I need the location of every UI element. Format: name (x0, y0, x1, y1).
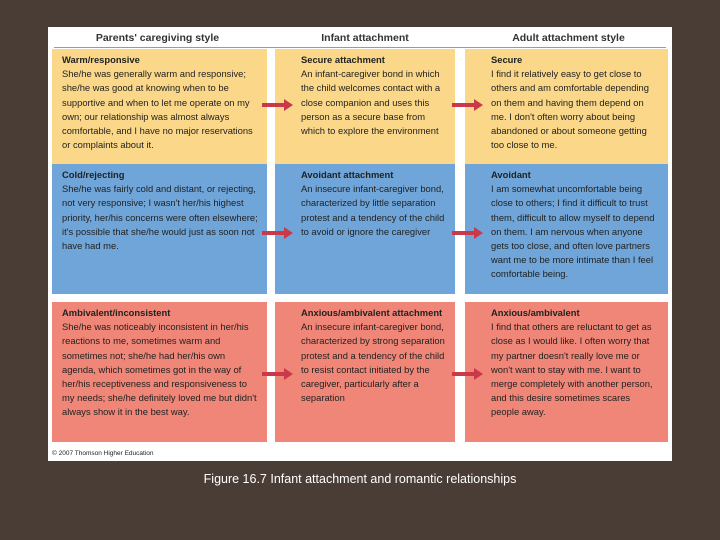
arrow-right-icon (452, 367, 484, 381)
cell-parent-cold-rejecting (52, 164, 267, 294)
arrow-right-icon (262, 226, 294, 240)
cell-title: Secure attachment (301, 54, 385, 65)
cell-parent-warm-responsive (52, 49, 267, 182)
cell-title: Anxious/ambivalent attachment (301, 307, 443, 318)
cell-title: Secure (491, 54, 523, 65)
cell-body: An infant-caregiver bond in which the child welcomes contact with a close companion and uses this person as a secure base from which to explore the environment (301, 68, 441, 137)
cell-body: I find that others are reluctant to get as close as I would like. I often worry that my partner doesn't really love me or won't want to stay with me. I want to merge completely with another person, and this desire sometimes scares people away. (491, 321, 653, 418)
cell-parent-ambivalent-inconsistent (52, 302, 267, 442)
arrow-right-icon (452, 98, 484, 112)
cell-infant-secure-attachment (275, 49, 455, 182)
cell-adult-avoidant (465, 164, 668, 294)
arrow-right-icon (452, 226, 484, 240)
header-infant-attachment: Infant attachment (321, 32, 409, 44)
header-divider (54, 47, 666, 48)
cell-title: Avoidant attachment (301, 169, 394, 180)
arrow-right-icon (262, 367, 294, 381)
cell-infant-anxious-ambivalent-attachment (275, 302, 455, 442)
arrow-right-icon (262, 98, 294, 112)
cell-title: Anxious/ambivalent (491, 307, 580, 318)
cell-title: Avoidant (491, 169, 531, 180)
cell-body: I am somewhat uncomfortable being close to others; I find it difficult to trust them, difficult to allow myself to depend on them. I am nervous when anyone gets too close, and often love partners want me to be more intimate than I feel comfortable being. (491, 183, 655, 280)
cell-title: Cold/rejecting (62, 169, 125, 180)
cell-adult-secure (465, 49, 668, 182)
header-adult-attachment-style: Adult attachment style (512, 32, 625, 44)
cell-body: She/he was generally warm and responsive; she/he was good at knowing when to be supportive and when to let me operate on my own; our relationship was almost always comfortable, and I have no major reservations or complaints about it. (62, 68, 253, 151)
figure-caption: Figure 16.7 Infant attachment and romantic relationships (203, 472, 517, 486)
copyright-notice: © 2007 Thomson Higher Education (52, 450, 154, 457)
cell-title: Warm/responsive (62, 54, 140, 65)
cell-infant-avoidant-attachment (275, 164, 455, 294)
cell-body: An insecure infant-caregiver bond, characterized by little separation protest and a tendency of the child to avoid or ignore the caregiver (301, 183, 445, 237)
cell-title: Ambivalent/inconsistent (62, 307, 171, 318)
cell-body: An insecure infant-caregiver bond, characterized by strong separation protest and a tendency of the child to resist contact initiated by the caregiver, particularly after a separation (301, 321, 445, 404)
cell-body: She/he was noticeably inconsistent in her/his reactions to me, sometimes warm and sometimes not; she/he had her/his own agenda, which sometimes got in the way of her/his receptiveness and responsiveness to my needs; she/he definitely loved me but didn't always show it in the best way. (62, 321, 257, 418)
attachment-figure (48, 27, 672, 461)
cell-body: She/he was fairly cold and distant, or rejecting, not very responsive; I wasn't her/his highest priority, her/his concerns were often elsewhere; it's possible that she/he would just as soon not have had me. (62, 183, 258, 252)
header-parents-caregiving-style: Parents' caregiving style (95, 32, 220, 44)
cell-body: I find it relatively easy to get close to others and am comfortable depending on them and having them depend on me. I don't often worry about being abandoned or about someone getting too close to me. (491, 68, 649, 151)
cell-adult-anxious-ambivalent (465, 302, 668, 442)
